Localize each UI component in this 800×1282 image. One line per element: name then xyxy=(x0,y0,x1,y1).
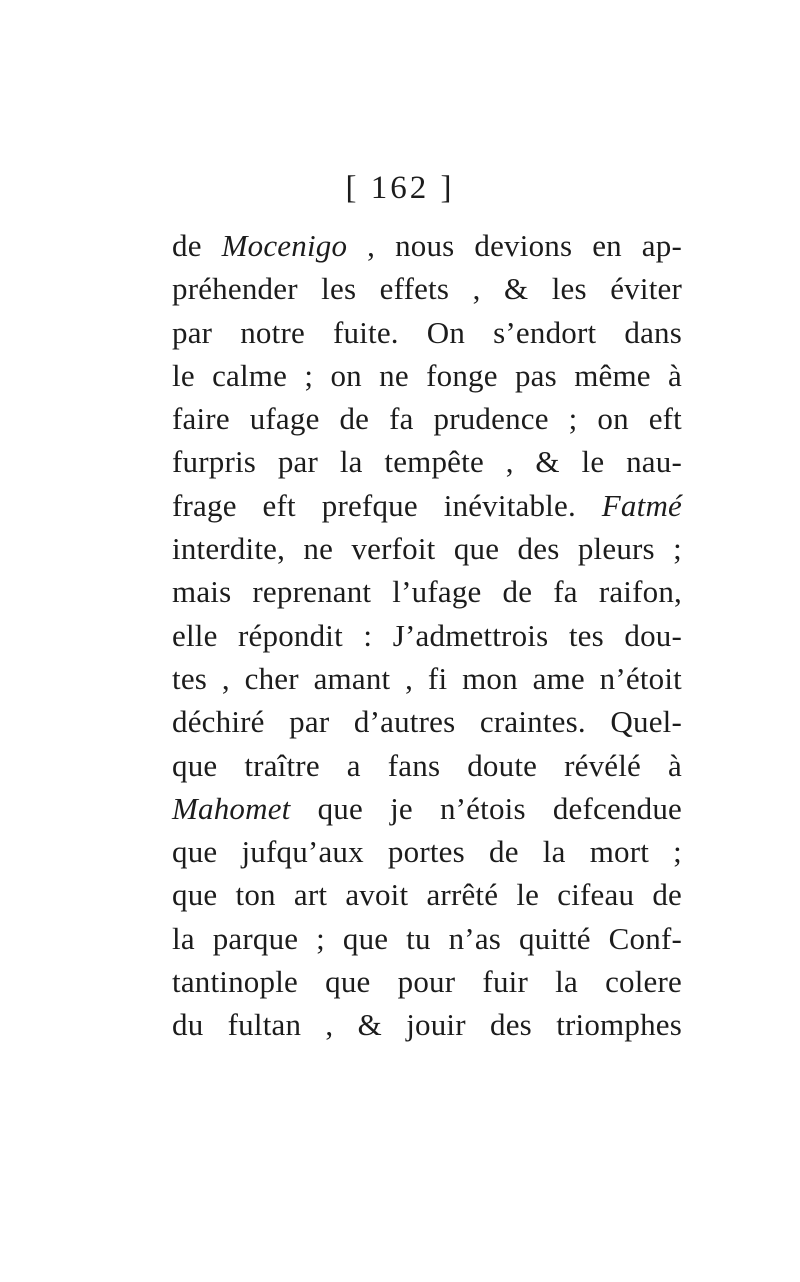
text-segment: le calme ; on ne fonge pas même à xyxy=(172,357,682,393)
text-line xyxy=(172,657,682,700)
italic-name: Fatmé xyxy=(601,487,682,523)
text-segment: que jufqu’aux portes de la mort ; xyxy=(172,834,682,870)
text-line xyxy=(172,267,682,310)
text-segment: tes , cher amant , fi mon ame n’étoit xyxy=(172,660,682,696)
text-line xyxy=(172,1003,682,1046)
text-segment: elle répondit : J’admettrois tes dou- xyxy=(172,617,682,653)
text-segment: de xyxy=(172,228,222,263)
text-line xyxy=(172,397,682,440)
text-segment: interdite, ne verfoit que des pleurs ; xyxy=(172,531,682,567)
text-line xyxy=(172,354,682,397)
text-line xyxy=(172,830,682,873)
text-segment: la parque ; que tu n’as quitté Conf- xyxy=(172,920,682,956)
text-line xyxy=(172,440,682,483)
text-segment: préhender les effets , & les éviter xyxy=(172,271,682,307)
text-segment: , nous devions en ap- xyxy=(347,228,682,263)
text-segment: faire ufage de fa prudence ; on eft xyxy=(172,401,682,437)
text-line xyxy=(172,484,682,527)
text-segment: déchiré par d’autres craintes. Quel- xyxy=(172,704,682,740)
text-segment: du fultan , & jouir des triomphes xyxy=(172,1007,682,1043)
text-line xyxy=(172,614,682,657)
text-segment: que ton art avoit arrêté le cifeau de xyxy=(172,877,682,913)
text-segment: tantinople que pour fuir la colere xyxy=(172,964,682,1000)
italic-name: Mahomet xyxy=(172,790,291,826)
text-line xyxy=(172,570,682,613)
text-line xyxy=(172,311,682,354)
page-number: [ 162 ] xyxy=(345,170,455,206)
text-line xyxy=(172,527,682,570)
text-segment: par notre fuite. On s’endort dans xyxy=(172,314,682,350)
text-segment: furpris par la tempête , & le nau- xyxy=(172,444,682,480)
italic-name: Mocenigo xyxy=(221,228,348,263)
text-segment: que je n’étois defcendue xyxy=(290,790,682,826)
text-line xyxy=(172,787,682,830)
text-line xyxy=(172,917,682,960)
text-line xyxy=(172,744,682,787)
text-segment: frage eft prefque inévitable. xyxy=(172,487,602,523)
text-line xyxy=(172,224,682,267)
text-line xyxy=(172,960,682,1003)
text-line xyxy=(172,700,682,743)
text-segment: mais reprenant l’ufage de fa raifon, xyxy=(172,574,682,610)
text-line xyxy=(172,873,682,916)
text-segment: que traître a fans doute révélé à xyxy=(172,747,682,783)
body-text xyxy=(172,224,682,1047)
